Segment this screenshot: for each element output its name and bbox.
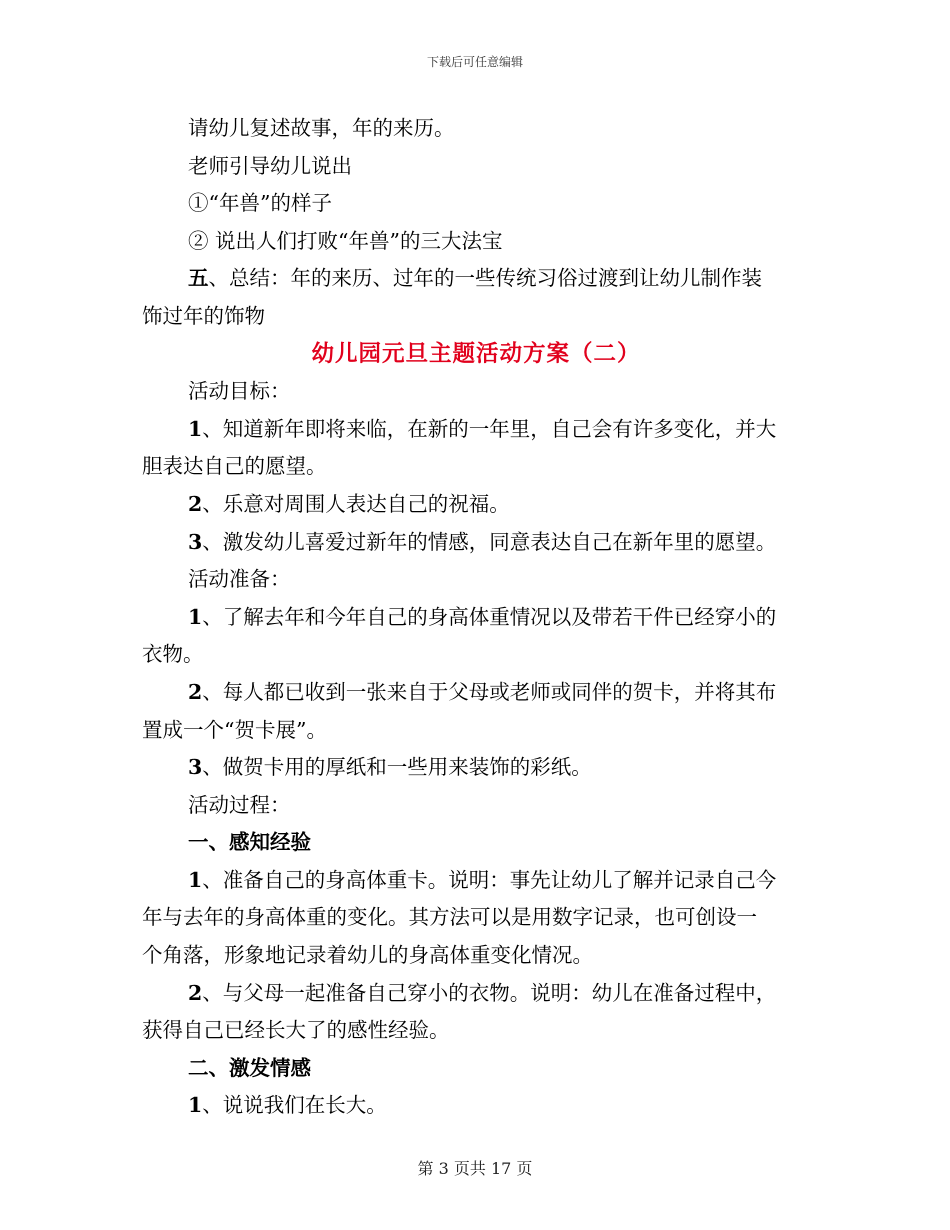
item-text: 、知道新年即将来临，在新的一年里，自己会有许多变化，并大 [202,416,777,441]
summary-line [142,260,810,298]
process-item-continued: 年与去年的身高体重的变化。其方法可以是用数字记录，也可创设一 [142,905,757,930]
item-number: 1 [188,416,203,441]
item-text: 、做贺卡用的厚纸和一些用来装饰的彩纸。 [202,755,592,780]
goals-heading: 活动目标： [188,379,291,404]
item-text: 、激发幼儿喜爱过新年的情感，同意表达自己在新年里的愿望。 [202,529,777,554]
process-item-continued: 个角落，形象地记录着幼儿的身高体重变化情况。 [142,943,593,968]
process-item [142,862,810,900]
process-item-continued: 获得自己已经长大了的感性经验。 [142,1018,450,1043]
item-text: 、准备自己的身高体重卡。说明：事先让幼儿了解并记录自己今 [202,867,777,892]
item-text: 、乐意对周围人表达自己的祝福。 [202,491,510,516]
item-text: 、每人都已收到一张来自于父母或老师或同伴的贺卡，并将其布 [202,679,777,704]
item-number: 1 [188,1093,203,1118]
item-number: 3 [188,529,203,554]
process-item [142,1087,810,1125]
page-header: 下载后可任意编辑 [426,55,523,69]
process-item [142,975,810,1013]
item-number: 3 [188,755,203,780]
prep-heading: 活动准备： [188,567,291,592]
prep-item [142,674,810,712]
item-text: 、说说我们在长大。 [202,1093,387,1118]
item-text: 、与父母一起准备自己穿小的衣物。说明：幼儿在准备过程中， [202,980,777,1005]
paragraph-line: 老师引导幼儿说出 [188,153,352,178]
paragraph-line: ② 说出人们打败“年兽”的三大法宝 [188,228,503,253]
item-number: 2 [188,491,203,516]
paragraph-line: ①“年兽”的样子 [188,191,332,216]
subsection-title: 一、感知经验 [188,830,311,855]
goal-item-continued: 胆表达自己的愿望。 [142,454,327,479]
paragraph-line: 请幼儿复述故事，年的来历。 [188,116,455,140]
prep-item [142,749,810,787]
page-footer: 第 3 页共 17 页 [417,1159,533,1178]
item-number: 1 [188,604,203,629]
goal-item [142,524,810,562]
subsection-title: 二、激发情感 [188,1055,311,1080]
prep-item-continued: 衣物。 [142,642,204,667]
item-number: 2 [188,679,203,704]
item-number: 2 [188,980,203,1005]
section-number: 五 [188,266,209,291]
paragraph-line: 饰过年的饰物 [142,303,265,328]
item-text: 、了解去年和今年自己的身高体重情况以及带若干件已经穿小的 [202,604,777,629]
prep-item-continued: 置成一个“贺卡展”。 [142,717,327,742]
summary-text: 、总结：年的来历、过年的一些传统习俗过渡到让幼儿制作装 [208,266,762,291]
item-number: 1 [188,867,203,892]
section-title: 幼儿园元旦主题活动方案（二） [311,340,641,367]
goal-item [142,486,810,524]
prep-item [142,599,810,637]
goal-item [142,411,810,449]
process-heading: 活动过程： [188,792,291,817]
document-body [142,110,810,1125]
